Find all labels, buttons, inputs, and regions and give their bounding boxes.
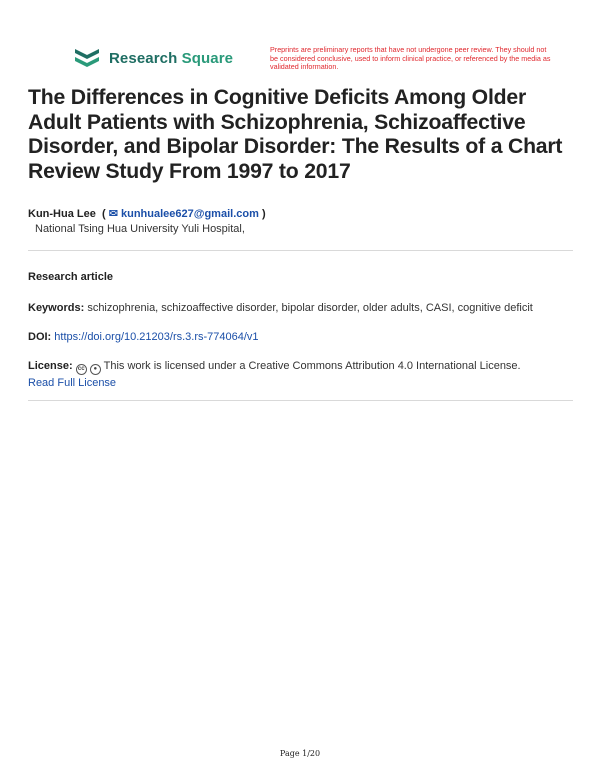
license-label: License: [28,360,73,372]
divider-bottom [28,400,573,401]
keywords-field [28,300,533,316]
doi-field [28,329,259,345]
mail-icon: ✉ [108,208,118,220]
logo-text-research: Research [109,49,178,67]
doi-label: DOI: [28,331,52,343]
keywords-label: Keywords: [28,302,85,314]
author-email: kunhualee627@gmail.com [120,208,259,220]
page-number: Page 1/20 [279,749,321,758]
author-email-close-paren: ) [261,208,266,220]
author-email-open-paren: ( [98,208,106,220]
creative-commons-icon: cc [76,364,87,375]
research-square-logo[interactable] [73,47,233,69]
preprint-disclaimer: Preprints are preliminary reports that have not undergone peer review. They should not be considered conclusive, used to inform clinical practice, or referenced by the media as validated information. [270,45,551,72]
author-name: Kun-Hua Lee [28,208,96,220]
doi-link[interactable]: https://doi.org/10.21203/rs.3.rs-774064/v1 [54,331,259,343]
read-full-license-link[interactable]: Read Full License [28,377,117,389]
license-text: This work is licensed under a Creative Commons Attribution 4.0 International License. [103,360,521,372]
divider-top [28,250,573,251]
read-full-license-row [28,375,116,391]
research-square-logo-icon [73,47,101,69]
author-email-link[interactable] [109,208,259,220]
logo-text-square: Square [181,49,234,67]
logo-text [109,50,233,67]
paper-title: The Differences in Cognitive Deficits Among Older Adult Patients with Schizophrenia, Schizoaffective Disorder, and Bipolar Disorder: The Results of a Chart Review Study From 1997 to 2017 [28,86,563,183]
author-line [28,207,266,220]
license-field [28,358,521,375]
attribution-icon: ● [90,364,101,375]
article-type: Research article [28,271,113,283]
author-affiliation: National Tsing Hua University Yuli Hospital, [35,223,245,235]
keywords-value: schizophrenia, schizoaffective disorder, bipolar disorder, older adults, CASI, cognitive deficit [87,302,533,314]
